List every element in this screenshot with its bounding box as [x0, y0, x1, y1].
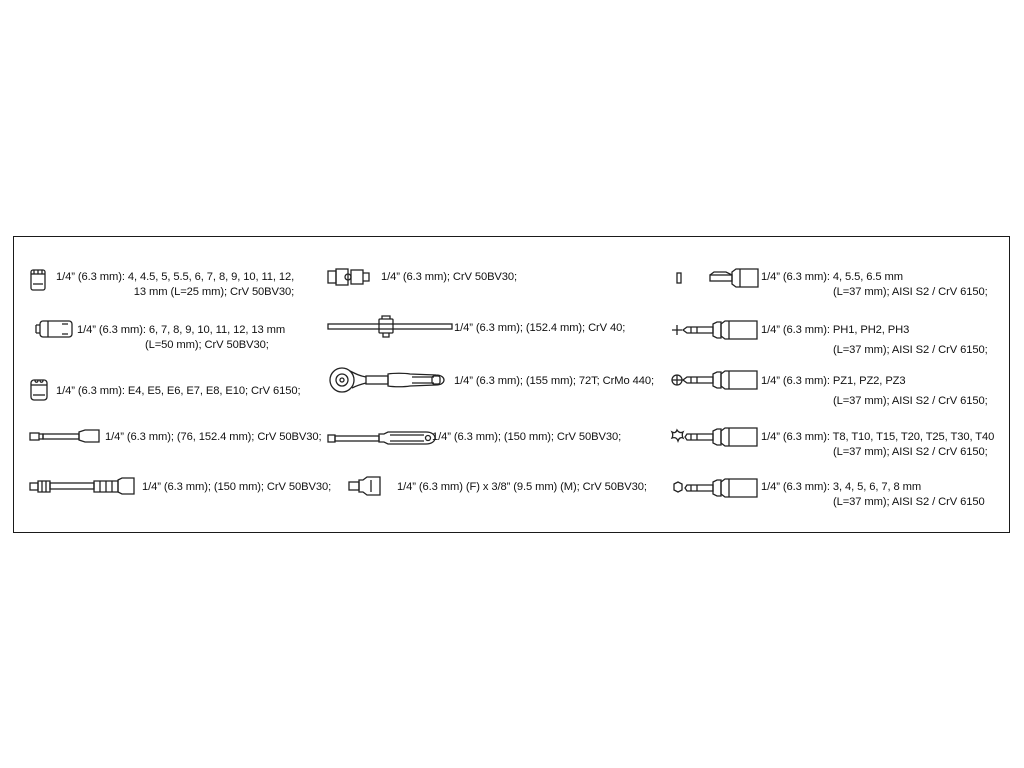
torx-sockets-spec-line-1: 1/4” (6.3 mm): E4, E5, E6, E7, E8, E10; CrV 6150; [56, 385, 301, 397]
adapter-spec-line-1: 1/4” (6.3 mm) (F) x 3/8” (9.5 mm) (M); CrV 50BV30; [397, 481, 647, 493]
pozidriv-bits-spec-line-2: (L=37 mm); AISI S2 / CrV 6150; [833, 395, 988, 407]
universal-joint-spec-line-1: 1/4” (6.3 mm); CrV 50BV30; [381, 271, 518, 283]
sockets-50mm-spec-line-1: 1/4” (6.3 mm): 6, 7, 8, 9, 10, 11, 12, 13 mm [77, 324, 286, 336]
torx-bits-spec-line-1: 1/4” (6.3 mm): T8, T10, T15, T20, T25, T30, T40 [761, 431, 995, 443]
torx-socket-icon [29, 377, 49, 403]
spinner-handle-icon [326, 427, 438, 449]
universal-joint-icon [326, 266, 372, 290]
sockets-50mm-spec-line-2: (L=50 mm); CrV 50BV30; [145, 339, 269, 351]
pozidriv-bit-socket-icon [669, 367, 764, 393]
socket-short-icon [29, 267, 47, 293]
pozidriv-bits-spec-line-1: 1/4” (6.3 mm): PZ1, PZ2, PZ3 [761, 375, 906, 387]
hex-bit-socket-icon [669, 475, 764, 501]
extension-bars-spec-line-1: 1/4” (6.3 mm); (76, 152.4 mm); CrV 50BV30; [105, 431, 322, 443]
slotted-bit-socket-icon [674, 265, 764, 291]
extension-bar-icon [28, 426, 102, 446]
ratchet-handle-icon [326, 365, 448, 397]
flexible-extension-spec-line-1: 1/4” (6.3 mm); (150 mm); CrV 50BV30; [142, 481, 332, 493]
phillips-bit-socket-icon [669, 317, 764, 343]
socket-long-icon [34, 318, 76, 340]
sliding-t-bar-icon [326, 315, 454, 339]
torx-bits-spec-line-2: (L=37 mm); AISI S2 / CrV 6150; [833, 446, 988, 458]
hex-bits-spec-line-1: 1/4” (6.3 mm): 3, 4, 5, 6, 7, 8 mm [761, 481, 922, 493]
hex-bits-spec-line-2: (L=37 mm); AISI S2 / CrV 6150 [833, 496, 985, 508]
flex-extension-icon [28, 475, 138, 497]
sockets-25mm-spec-line-1: 1/4” (6.3 mm): 4, 4.5, 5, 5.5, 6, 7, 8, 9, 10, 11, 12, [56, 271, 295, 283]
slotted-bits-spec-line-2: (L=37 mm); AISI S2 / CrV 6150; [833, 286, 988, 298]
adapter-icon [347, 474, 383, 498]
sockets-25mm-spec-line-2: 13 mm (L=25 mm); CrV 50BV30; [133, 286, 295, 298]
phillips-bits-spec-line-2: (L=37 mm); AISI S2 / CrV 6150; [833, 344, 988, 356]
spinner-handle-spec-line-1: 1/4” (6.3 mm); (150 mm); CrV 50BV30; [432, 431, 622, 443]
torx-bit-socket-icon [669, 424, 764, 450]
ratchet-spec-line-1: 1/4” (6.3 mm); (155 mm); 72T; CrMo 440; [454, 375, 655, 387]
t-bar-spec-line-1: 1/4” (6.3 mm); (152.4 mm); CrV 40; [454, 322, 626, 334]
tool-set-specification-panel [13, 236, 1010, 533]
phillips-bits-spec-line-1: 1/4” (6.3 mm): PH1, PH2, PH3 [761, 324, 910, 336]
slotted-bits-spec-line-1: 1/4” (6.3 mm): 4, 5.5, 6.5 mm [761, 271, 903, 283]
